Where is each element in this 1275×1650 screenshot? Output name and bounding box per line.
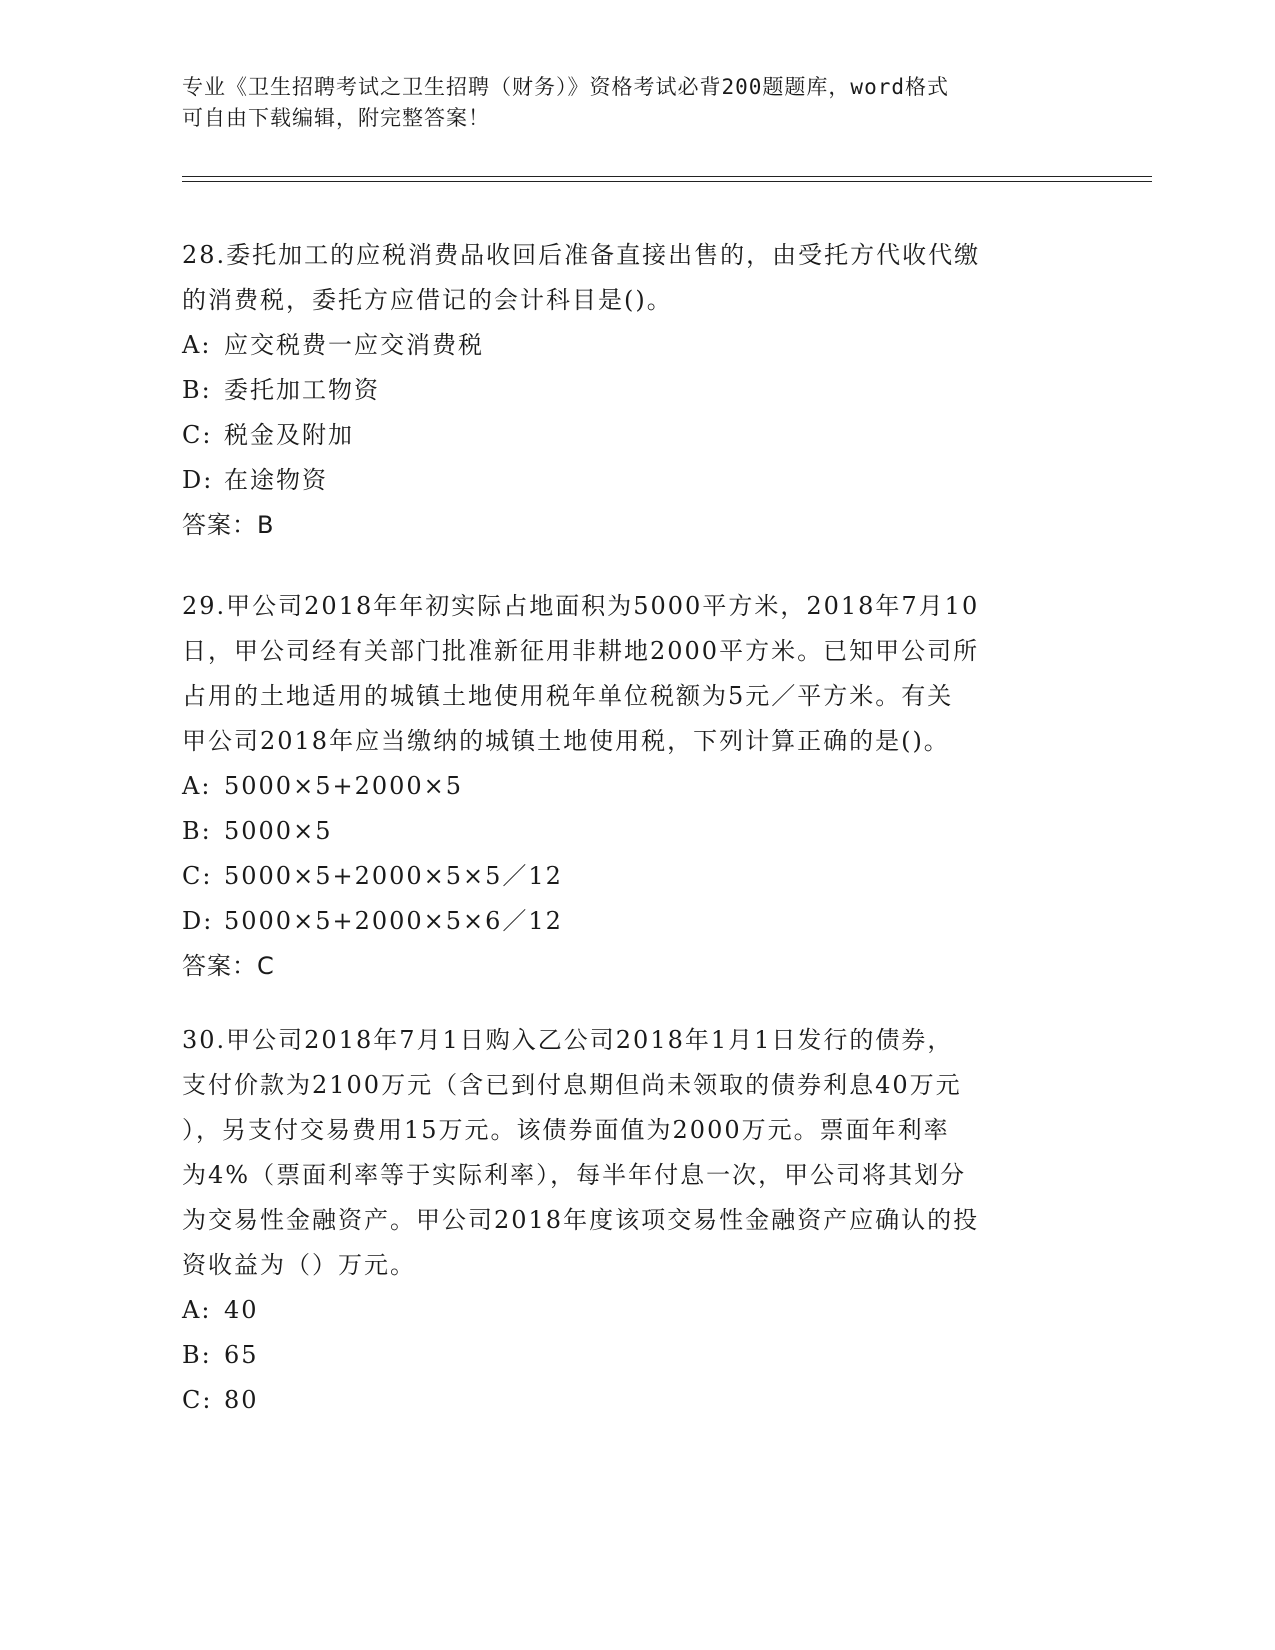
header-line-2: 可自由下载编辑，附完整答案！ <box>182 106 490 130</box>
header-divider-bottom <box>182 181 1152 182</box>
option-text: 5000×5+2000×5 <box>224 772 464 800</box>
option-a <box>182 764 1062 809</box>
question-text-line: 29.甲公司2018年年初实际占地面积为5000平方米，2018年7月10 <box>182 592 980 620</box>
answer-label: 答案：C <box>182 952 275 980</box>
option-text: 80 <box>224 1386 259 1414</box>
option-letter: D: <box>182 907 214 935</box>
option-text: 在途物资 <box>224 466 328 494</box>
option-letter: C: <box>182 421 213 449</box>
option-text: 委托加工物资 <box>224 376 380 404</box>
question-29 <box>182 584 1062 989</box>
option-letter: A: <box>182 331 212 359</box>
question-text-line: ），另支付交易费用15万元。该债券面值为2000万元。票面年利率 <box>182 1116 950 1144</box>
option-c <box>182 413 1062 458</box>
question-text-line: 的消费税，委托方应借记的会计科目是()。 <box>182 286 673 314</box>
option-letter: A: <box>182 772 212 800</box>
question-text-line: 支付价款为2100万元（含已到付息期但尚未领取的债券利息40万元 <box>182 1071 962 1099</box>
question-text-line: 占用的土地适用的城镇土地使用税年单位税额为5元／平方米。有关 <box>182 682 954 710</box>
question-text-line: 30.甲公司2018年7月1日购入乙公司2018年1月1日发行的债券， <box>182 1026 954 1054</box>
option-d <box>182 899 1062 944</box>
option-text: 65 <box>224 1341 259 1369</box>
question-text-line: 为4%（票面利率等于实际利率），每半年付息一次，甲公司将其划分 <box>182 1161 967 1189</box>
option-a <box>182 1288 1062 1333</box>
question-text-line: 日，甲公司经有关部门批准新征用非耕地2000平方米。已知甲公司所 <box>182 637 980 665</box>
option-b <box>182 809 1062 854</box>
header-line-1: 专业《卫生招聘考试之卫生招聘（财务）》资格考试必背200题题库，word格式 <box>182 75 949 99</box>
header-divider-top <box>182 176 1152 177</box>
option-letter: C: <box>182 862 213 890</box>
question-30 <box>182 1018 1062 1423</box>
option-c <box>182 854 1062 899</box>
option-text: 5000×5 <box>224 817 333 845</box>
option-a <box>182 323 1062 368</box>
document-header <box>182 72 1062 134</box>
option-text: 5000×5+2000×5×5／12 <box>224 862 563 890</box>
option-b <box>182 368 1062 413</box>
question-text-line: 28.委托加工的应税消费品收回后准备直接出售的，由受托方代收代缴 <box>182 241 981 269</box>
option-letter: D: <box>182 466 214 494</box>
option-text: 税金及附加 <box>224 421 354 449</box>
option-letter: B: <box>182 376 212 404</box>
question-28 <box>182 233 1062 548</box>
question-text-line: 资收益为（）万元。 <box>182 1251 416 1279</box>
question-text-line: 为交易性金融资产。甲公司2018年度该项交易性金融资产应确认的投 <box>182 1206 980 1234</box>
option-text: 40 <box>224 1296 259 1324</box>
option-d <box>182 458 1062 503</box>
option-letter: B: <box>182 817 212 845</box>
option-letter: C: <box>182 1386 213 1414</box>
option-text: 应交税费一应交消费税 <box>224 331 484 359</box>
option-text: 5000×5+2000×5×6／12 <box>224 907 563 935</box>
option-letter: B: <box>182 1341 212 1369</box>
option-letter: A: <box>182 1296 212 1324</box>
option-c <box>182 1378 1062 1423</box>
option-b <box>182 1333 1062 1378</box>
answer-label: 答案：B <box>182 511 275 539</box>
question-text-line: 甲公司2018年应当缴纳的城镇土地使用税，下列计算正确的是()。 <box>182 727 950 755</box>
